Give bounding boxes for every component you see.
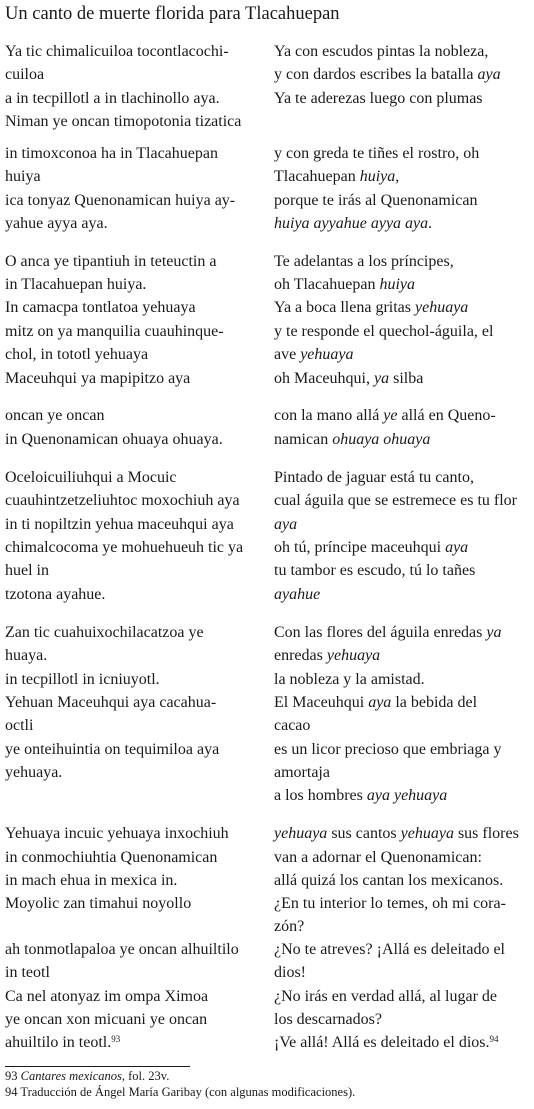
spanish-line: amortaja: [274, 764, 330, 781]
nahuatl-line: Moyolic zan timahui noyollo: [5, 895, 192, 912]
spanish-line: enredas yehuaya: [274, 647, 381, 664]
nahuatl-line: chimalcocoma ye mohuehueuh tic ya: [5, 539, 244, 556]
nahuatl-line: ica tonyaz Quenonamican huiya ay-: [5, 192, 236, 209]
spanish-line: Pintado de jaguar está tu canto,: [274, 469, 474, 486]
spanish-line: tu tambor es escudo, tú lo tañes: [274, 562, 476, 579]
spanish-line: es un licor precioso que embriaga y: [274, 741, 502, 758]
spanish-line: Ya a boca llena gritas yehuaya: [274, 299, 469, 316]
nahuatl-line: in Tlacahuepan huiya.: [5, 276, 147, 293]
nahuatl-line: O anca ye tipantiuh in teteuctin a: [5, 253, 217, 270]
nahuatl-line: cuauhintzetzeliuhtoc moxochiuh aya: [5, 492, 240, 509]
spanish-line: cual águila que se estremece es tu flor: [274, 492, 517, 509]
spanish-line: ayahue: [274, 586, 321, 603]
nahuatl-line: yehuaya.: [5, 764, 63, 781]
spanish-line: la nobleza y la amistad.: [274, 671, 425, 688]
nahuatl-line: ahuiltilo in teotl.$^{93}$: [5, 1034, 121, 1051]
nahuatl-line: mitz on ya manquilia cuauhinque-: [5, 323, 224, 340]
spanish-line: zón?: [274, 918, 305, 935]
nahuatl-line: in ti nopiltzin yehua maceuhqui aya: [5, 516, 234, 533]
nahuatl-line: Oceloicuiliuhqui a Mocuic: [5, 469, 177, 486]
nahuatl-line: in teotl: [5, 964, 50, 981]
footnote: 94 Traducción de Ángel María Garibay (con algunas modificaciones).: [5, 1085, 356, 1099]
nahuatl-line: tzotona ayahue.: [5, 586, 106, 603]
nahuatl-line: Maceuhqui ya mapipitzo aya: [5, 370, 191, 387]
spanish-line: cacao: [274, 717, 311, 734]
spanish-line: ¡Ve allá! Allá es deleitado el dios.$^{94}$: [274, 1034, 499, 1051]
spanish-line: y con greda te tiñes el rostro, oh: [274, 145, 480, 162]
spanish-line: Con las flores del águila enredas ya: [274, 624, 502, 641]
nahuatl-line: yahue ayya aya.: [5, 215, 108, 232]
nahuatl-line: chol, in tototl yehuaya: [5, 346, 149, 363]
nahuatl-line: in mach ehua in mexica in.: [5, 872, 178, 889]
nahuatl-line: in conmochiuhtia Quenonamican: [5, 849, 218, 866]
spanish-line: oh Tlacahuepan huiya: [274, 276, 415, 293]
spanish-line: ¿No irás en verdad allá, al lugar de: [274, 988, 498, 1005]
spanish-line: van a adornar el Quenonamican:: [274, 849, 482, 866]
spanish-line: Ya con escudos pintas la nobleza,: [274, 43, 489, 60]
nahuatl-line: in tecpillotl in icniuyotl.: [5, 671, 160, 688]
nahuatl-line: huaya.: [5, 647, 48, 664]
nahuatl-line: in timoxconoa ha in Tlacahuepan: [5, 145, 218, 162]
footnote: 93 Cantares mexicanos, fol. 23v.: [5, 1069, 170, 1083]
spanish-line: Te adelantas a los príncipes,: [274, 253, 454, 270]
spanish-line: aya: [274, 516, 298, 533]
nahuatl-line: in Quenonamican ohuaya ohuaya.: [5, 431, 223, 448]
spanish-line: El Maceuhqui aya la bebida del: [274, 694, 478, 711]
nahuatl-line: huel in: [5, 562, 49, 579]
nahuatl-line: Ca nel atonyaz im ompa Ximoa: [5, 988, 209, 1005]
nahuatl-line: cuiloa: [5, 66, 45, 83]
spanish-line: ¿No te atreves? ¡Allá es deleitado el: [274, 941, 505, 958]
spanish-line: dios!: [274, 964, 306, 981]
nahuatl-line: a in tecpillotl a in tlachinollo aya.: [5, 90, 220, 107]
spanish-line: ¿En tu interior lo temes, oh mi cora-: [274, 895, 506, 912]
spanish-line: y con dardos escribes la batalla aya: [274, 66, 501, 83]
spanish-line: allá quizá los cantan los mexicanos.: [274, 872, 504, 889]
nahuatl-line: oncan ye oncan: [5, 407, 105, 424]
spanish-line: oh Maceuhqui, ya silba: [274, 370, 424, 387]
spanish-line: Ya te aderezas luego con plumas: [274, 90, 483, 107]
nahuatl-line: ah tonmotlapaloa ye oncan alhuiltilo: [5, 941, 239, 958]
nahuatl-line: In camacpa tontlatoa yehuaya: [5, 299, 196, 316]
spanish-line: namican ohuaya ohuaya: [274, 431, 431, 448]
spanish-line: con la mano allá ye allá en Queno-: [274, 407, 496, 424]
nahuatl-line: Yehuaya incuic yehuaya inxochiuh: [5, 825, 229, 842]
spanish-line: los descarnados?: [274, 1011, 382, 1028]
nahuatl-line: huiya: [5, 168, 41, 185]
poem-title: Un canto de muerte florida para Tlacahuepan: [5, 4, 340, 24]
nahuatl-line: Niman ye oncan timopotonia tizatica: [5, 113, 242, 130]
spanish-line: porque te irás al Quenonamican: [274, 192, 478, 209]
nahuatl-line: Ya tic chimalicuiloa tocontlacochi-: [5, 43, 229, 60]
spanish-line: Tlacahuepan huiya,: [274, 168, 400, 185]
nahuatl-line: Yehuan Maceuhqui aya cacahua-: [5, 694, 217, 711]
nahuatl-line: Zan tic cuahuixochilacatzoa ye: [5, 624, 204, 641]
spanish-line: y te responde el quechol-águila, el: [274, 323, 494, 340]
footnote-divider: [5, 1066, 190, 1067]
spanish-line: yehuaya sus cantos yehuaya sus flores: [274, 825, 519, 842]
spanish-line: oh tú, príncipe maceuhqui aya: [274, 539, 469, 556]
spanish-line: huiya ayyahue ayya aya.: [274, 215, 433, 232]
nahuatl-line: ye onteihuintia on tequimiloa aya: [5, 741, 220, 758]
nahuatl-line: octli: [5, 717, 34, 734]
spanish-line: a los hombres aya yehuaya: [274, 787, 448, 804]
spanish-line: ave yehuaya: [274, 346, 354, 363]
nahuatl-line: ye oncan xon micuani ye oncan: [5, 1011, 208, 1028]
